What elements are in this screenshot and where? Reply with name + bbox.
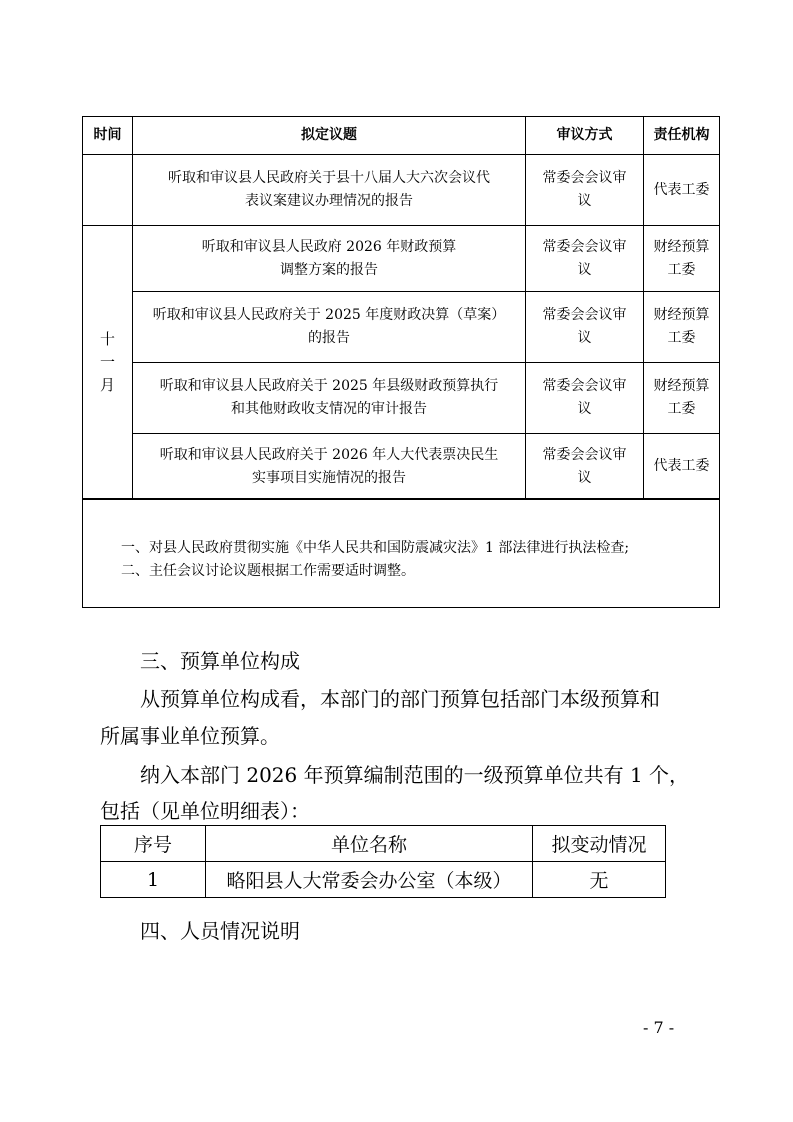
unit-header-row — [101, 826, 666, 862]
agenda-row — [83, 226, 720, 292]
topic-line: 和其他财政收支情况的审计报告 — [231, 401, 427, 417]
org-line: 代表工委 — [653, 458, 710, 474]
time-cell — [83, 155, 133, 226]
month-char: 一 — [99, 353, 115, 371]
unit-name-cell: 略阳县人大常委会办公室（本级） — [206, 862, 533, 898]
topic-line: 听取和审议县人民政府关于 2026 年人大代表票决民生 — [159, 446, 499, 463]
topic-cell — [133, 363, 526, 434]
section-4-heading: 四、人员情况说明 — [140, 919, 300, 943]
method-line: 议 — [577, 401, 592, 417]
method-line: 常委会会议审 — [542, 446, 627, 463]
topic-line: 表议案建议办理情况的报告 — [245, 193, 413, 209]
agenda-row — [83, 363, 720, 434]
method-line: 议 — [577, 261, 592, 278]
org-cell — [644, 434, 720, 500]
change-cell: 无 — [533, 862, 666, 898]
agenda-row — [83, 292, 720, 363]
method-line: 常委会会议审 — [542, 170, 627, 186]
topic-cell — [133, 155, 526, 226]
org-line: 财经预算 — [653, 307, 710, 323]
org-line: 财经预算 — [653, 238, 710, 255]
paragraph-line: 纳入本部门 2026 年预算编制范围的一级预算单位共有 1 个， — [140, 763, 690, 787]
topic-line: 实事项目实施情况的报告 — [252, 469, 406, 486]
paragraph-line: 包括（见单位明细表）： — [100, 799, 310, 823]
method-line: 议 — [577, 330, 592, 346]
paragraph-line: 所属事业单位预算。 — [100, 724, 280, 748]
note-line: 二、主任会议讨论议题根据工作需要适时调整。 — [121, 563, 415, 579]
agenda-notes — [83, 498, 719, 607]
unit-table — [100, 825, 666, 898]
month-char: 月 — [99, 376, 115, 394]
header-unit-name: 单位名称 — [206, 826, 533, 862]
topic-line: 听取和审议县人民政府关于 2025 年县级财政预算执行 — [159, 378, 499, 394]
note-line: 一、对县人民政府贯彻实施《中华人民共和国防震减灾法》1 部法律进行执法检查; — [121, 540, 630, 556]
method-line: 常委会会议审 — [542, 238, 627, 255]
org-cell — [644, 226, 720, 292]
method-line: 议 — [577, 193, 592, 209]
topic-line: 听取和审议县人民政府关于 2025 年度财政决算（草案） — [152, 307, 506, 323]
agenda-table — [82, 116, 720, 608]
header-topic: 拟定议题 — [133, 117, 526, 155]
seq-cell: 1 — [101, 862, 206, 898]
page-number: - 7 - — [643, 1018, 675, 1037]
org-line: 财经预算 — [653, 378, 710, 394]
topic-cell — [133, 292, 526, 363]
table-row — [101, 862, 666, 898]
topic-line: 的报告 — [308, 330, 350, 346]
section-3-heading: 三、预算单位构成 — [140, 649, 300, 673]
method-cell — [526, 434, 644, 500]
org-cell — [644, 292, 720, 363]
header-seq: 序号 — [101, 826, 206, 862]
month-cell-november — [83, 226, 133, 500]
month-char: 十 — [99, 330, 115, 348]
paragraph-line: 从预算单位构成看，本部门的部门预算包括部门本级预算和 — [140, 687, 660, 711]
method-cell — [526, 363, 644, 434]
org-cell: 代表工委 — [644, 155, 720, 226]
org-line: 工委 — [667, 401, 696, 417]
topic-line: 听取和审议县人民政府 2026 年财政预算 — [201, 238, 457, 255]
org-line: 工委 — [667, 261, 696, 278]
header-change: 拟变动情况 — [533, 826, 666, 862]
header-org: 责任机构 — [644, 117, 720, 155]
method-cell — [526, 155, 644, 226]
topic-cell — [133, 226, 526, 292]
agenda-row — [83, 434, 720, 500]
method-line: 常委会会议审 — [542, 378, 627, 394]
agenda-row — [83, 155, 720, 226]
method-line: 常委会会议审 — [542, 307, 627, 323]
topic-line: 听取和审议县人民政府关于县十八届人大六次会议代 — [168, 170, 490, 186]
org-cell — [644, 363, 720, 434]
header-time: 时间 — [83, 117, 133, 155]
method-line: 议 — [577, 469, 592, 486]
agenda-header-row — [83, 117, 720, 155]
header-method: 审议方式 — [526, 117, 644, 155]
method-cell — [526, 226, 644, 292]
topic-line: 调整方案的报告 — [280, 261, 378, 278]
method-cell — [526, 292, 644, 363]
topic-cell — [133, 434, 526, 500]
org-line: 工委 — [667, 330, 696, 346]
